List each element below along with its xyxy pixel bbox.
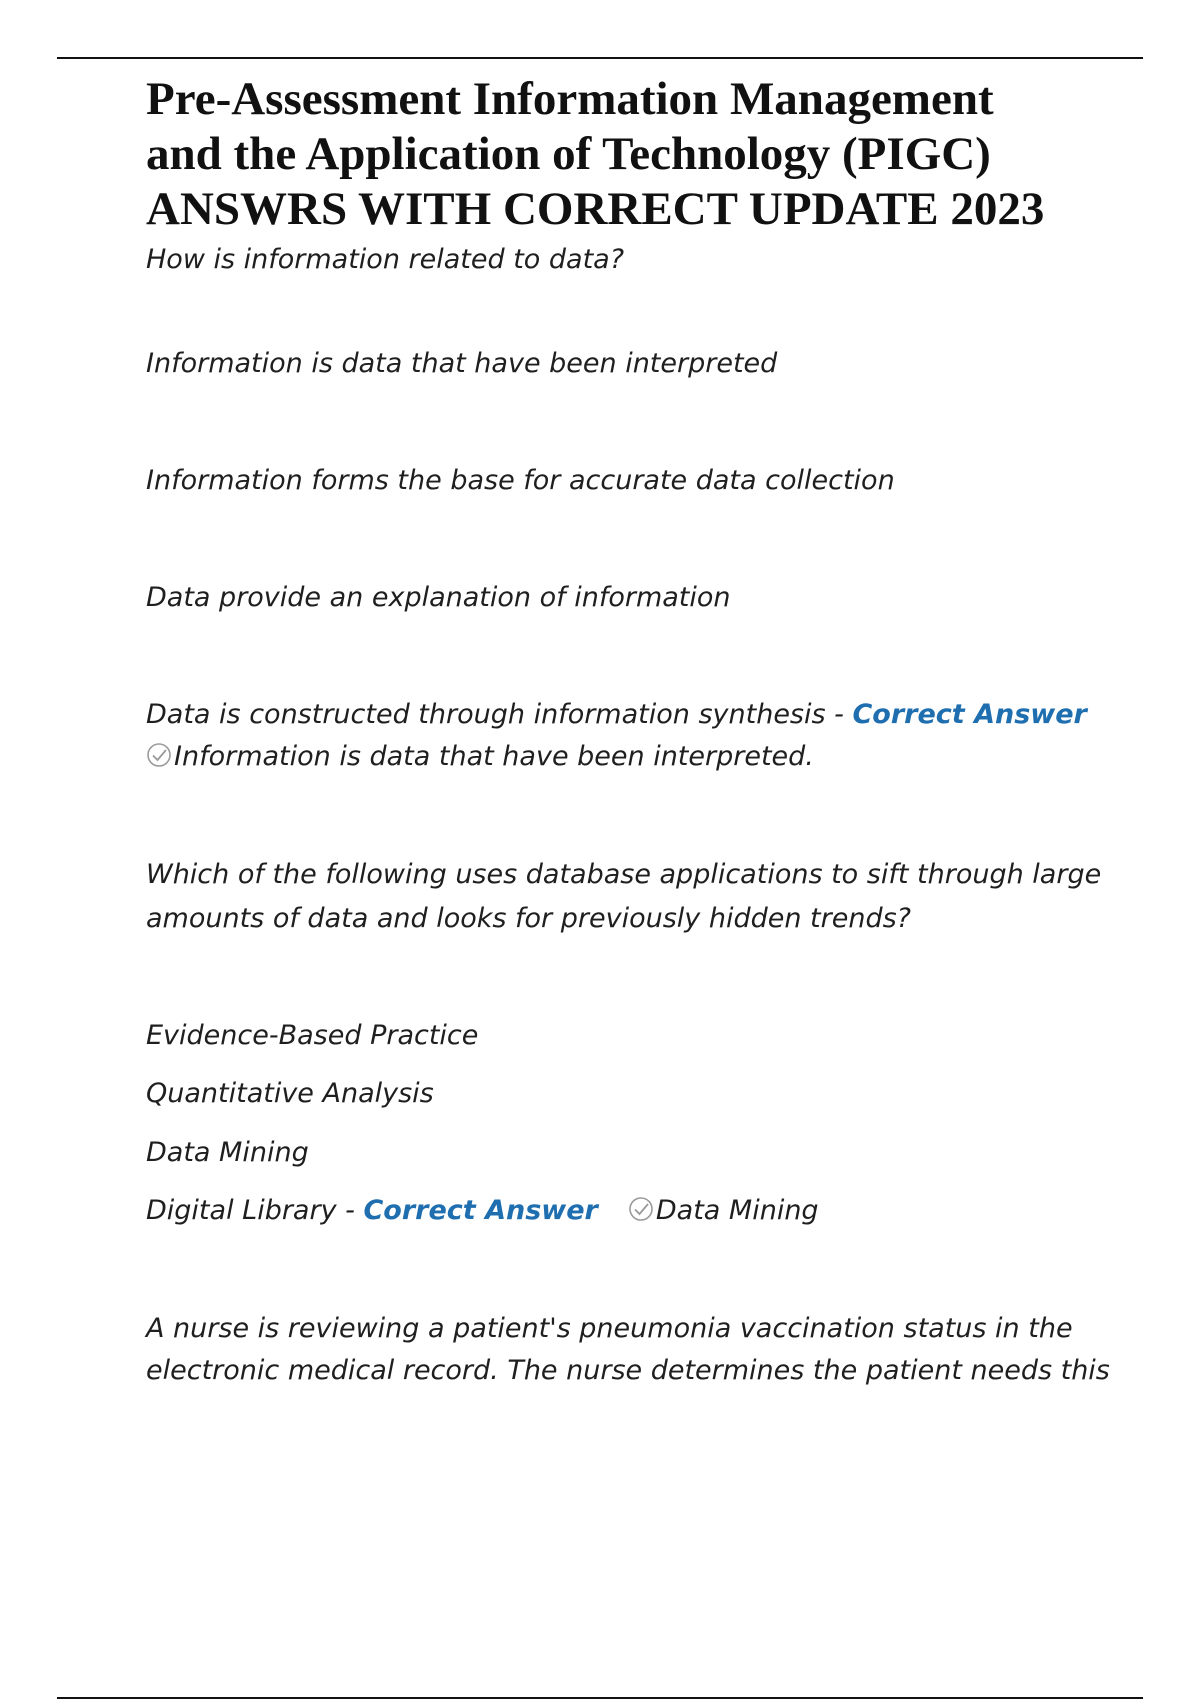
q2-option-4-text: Digital Library - [146, 1195, 364, 1226]
q1-option-4 [146, 699, 1087, 730]
q2-option-2: Quantitative Analysis [146, 1078, 434, 1109]
top-rule [57, 57, 1143, 59]
document-page [146, 72, 1110, 1386]
check-icon [146, 742, 172, 768]
question-3-line-2: electronic medical record. The nurse determines the patient needs this [146, 1355, 1110, 1386]
title-line-3: ANSWRS WITH CORRECT UPDATE 2023 [146, 183, 1045, 235]
question-2-line-1: Which of the following uses database applications to sift through large [146, 859, 1102, 890]
q1-option-3: Data provide an explanation of information [146, 582, 731, 613]
correct-answer-label: Correct Answer [852, 699, 1087, 730]
q2-option-3: Data Mining [146, 1137, 309, 1168]
q1-option-4-text: Data is constructed through information synthesis - [146, 699, 853, 730]
q1-answer [146, 741, 814, 772]
document-title [146, 72, 1106, 237]
q2-answer-text: Data Mining [655, 1195, 819, 1226]
question-1: How is information related to data? [146, 244, 625, 275]
title-line-1: Pre-Assessment Information Management [146, 73, 994, 125]
bottom-rule [57, 1697, 1143, 1699]
q1-option-1: Information is data that have been interpreted [146, 348, 778, 379]
correct-answer-label: Correct Answer [363, 1195, 598, 1226]
q1-answer-text: Information is data that have been interpreted. [174, 741, 814, 772]
q2-option-4 [146, 1195, 819, 1226]
question-2-line-2: amounts of data and looks for previously hidden trends? [146, 903, 911, 934]
q2-option-1: Evidence-Based Practice [146, 1020, 479, 1051]
title-line-2: and the Application of Technology (PIGC) [146, 128, 991, 180]
q1-option-2: Information forms the base for accurate data collection [146, 465, 895, 496]
question-3-line-1: A nurse is reviewing a patient's pneumonia vaccination status in the [146, 1313, 1073, 1344]
check-icon [628, 1196, 654, 1222]
